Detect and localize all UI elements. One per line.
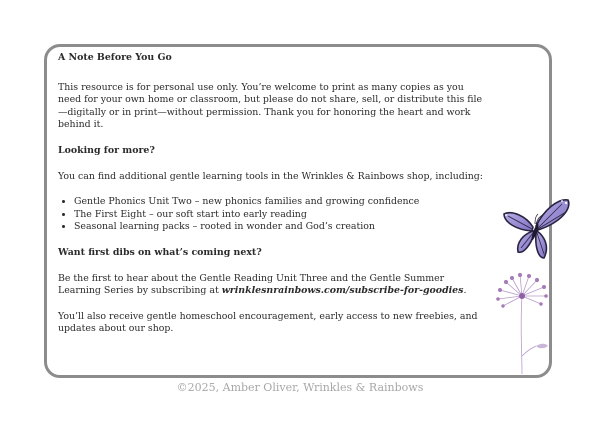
butterfly-icon: [500, 196, 572, 262]
note-body: This resource is for personal use only. You’re welcome to print as many copies as you need for your own home or classroom, but please do not share, sell, or distribute this file—digitally or in print—without permission. Thank you for honoring the heart and work behind it.: [58, 81, 483, 131]
next-body-text: Be the first to hear about the Gentle Reading Unit Three and the Gentle Summer Learning Series by subscribing at: [58, 272, 445, 297]
note-heading: A Note Before You Go: [58, 52, 172, 63]
notice-content: [58, 52, 488, 336]
next-heading: Want first dibs on what’s coming next?: [58, 246, 262, 258]
list-item: • The First Eight – our soft start into early reading: [74, 209, 488, 222]
more-intro: You can find additional gentle learning tools in the Wrinkles & Rainbows shop, including:: [58, 170, 483, 182]
list-item: • Gentle Phonics Unit Two – new phonics families and growing confidence: [74, 196, 488, 209]
next-body: [58, 273, 488, 298]
subscribe-link[interactable]: wrinklesnrainbows.com/subscribe-for-goodies: [221, 285, 464, 297]
next-body-end: .: [463, 285, 467, 297]
product-list: [58, 196, 488, 234]
extra-body: You’ll also receive gentle homeschool encouragement, early access to new freebies, and updates about our shop.: [58, 310, 478, 335]
more-heading: Looking for more?: [58, 144, 155, 156]
copyright-footer: ©2025, Amber Oliver, Wrinkles & Rainbows: [176, 381, 424, 394]
list-item: • Seasonal learning packs – rooted in wonder and God’s creation: [74, 221, 488, 234]
dandelion-flower-icon: [492, 272, 554, 376]
